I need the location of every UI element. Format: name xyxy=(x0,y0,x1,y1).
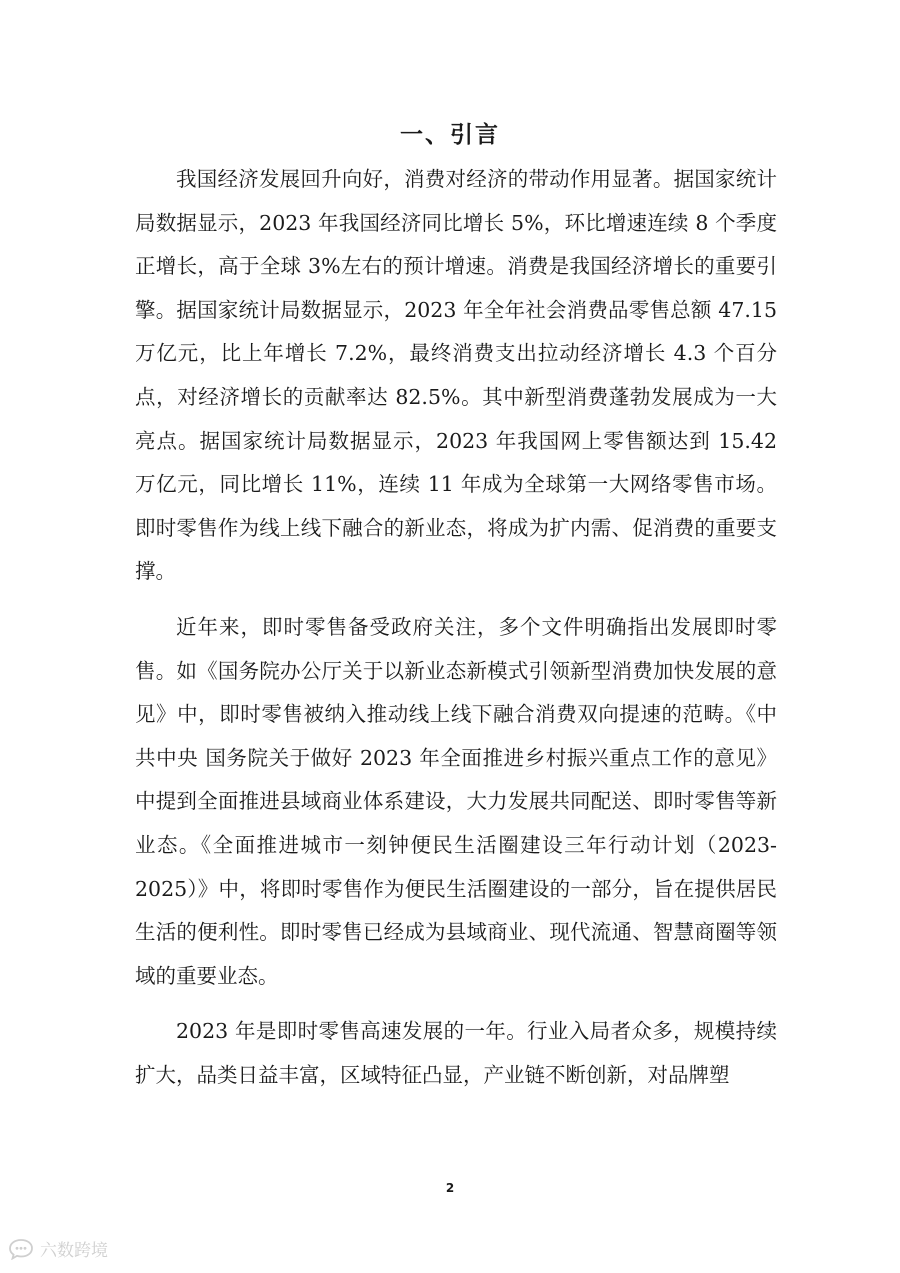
watermark xyxy=(8,1236,108,1261)
page-number: 2 xyxy=(445,1181,455,1195)
body-text xyxy=(135,158,777,1097)
section-heading: 一、引言 xyxy=(400,122,500,148)
watermark-text: 六数跨境 xyxy=(40,1241,108,1261)
chat-bubble-icon xyxy=(8,1238,34,1260)
paragraph-2: 近年来，即时零售备受政府关注，多个文件明确指出发展即时零售。如《国务院办公厅关于以新业态新模式引领新型消费加快发展的意见》中，即时零售被纳入推动线上线下融合消费双向提速的范畴。《中共中央 国务院关于做好 2023 年全面推进乡村振兴重点工作的意见》中提到全面推进县域商业体系建设，大力发展共同配送、即时零售等新业态。《全面推进城市一刻钟便民生活圈建设三年行动计划（2023-2025）》中，将即时零售作为便民生活圈建设的一部分，旨在提供居民生活的便利性。即时零售已经成为县域商业、现代流通、智慧商圈等领域的重要业态。 xyxy=(135,614,777,988)
paragraph-3: 2023 年是即时零售高速发展的一年。行业入局者众多，规模持续扩大，品类日益丰富，区域特征凸显，产业链不断创新，对品牌塑 xyxy=(135,1019,777,1087)
paragraph-1: 我国经济发展回升向好，消费对经济的带动作用显著。据国家统计局数据显示，2023 年我国经济同比增长 5%，环比增速连续 8 个季度正增长，高于全球 3%左右的预计增速。消费是我国经济增长的重要引擎。据国家统计局数据显示，2023 年全年社会消费品零售总额 47.15 万亿元，比上年增长 7.2%，最终消费支出拉动经济增长 4.3 个百分点，对经济增长的贡献率达 82.5%。其中新型消费蓬勃发展成为一大亮点。据国家统计局数据显示，2023 年我国网上零售额达到 15.42 万亿元，同比增长 11%，连续 11 年成为全球第一大网络零售市场。即时零售作为线上线下融合的新业态，将成为扩内需、促消费的重要支撑。 xyxy=(135,167,777,584)
